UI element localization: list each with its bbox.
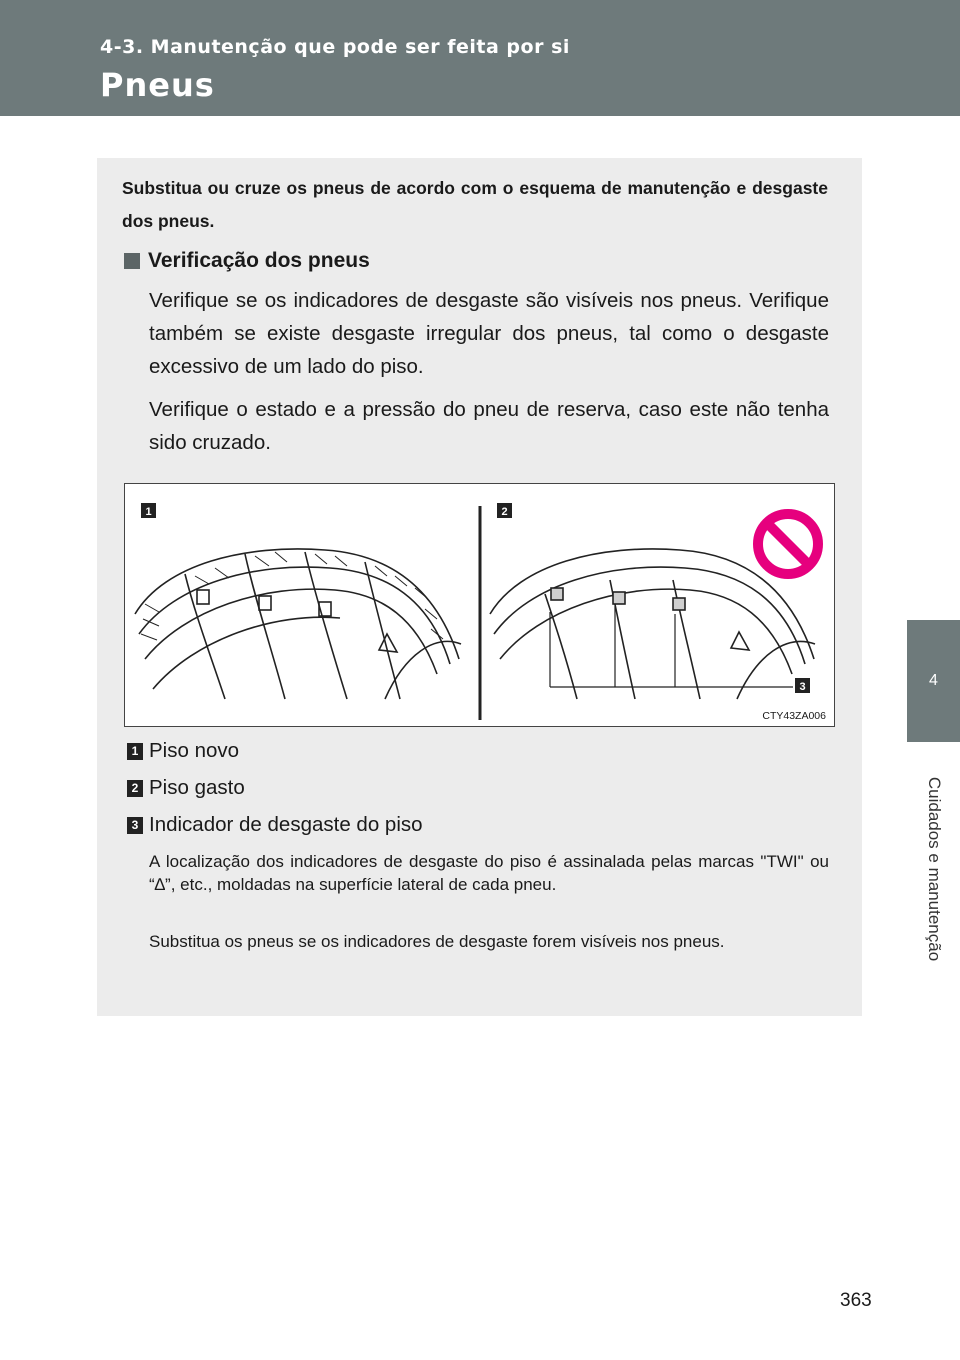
section-title: 4-3. Manutenção que pode ser feita por si	[100, 36, 570, 58]
intro-text: Substitua ou cruze os pneus de acordo com o esquema de manutenção e desgaste dos pneus.	[122, 178, 828, 231]
paragraph-2: Verifique o estado e a pressão do pneu de reserva, caso este não tenha sido cruzado.	[149, 398, 829, 454]
legend-label-2: Piso gasto	[149, 776, 245, 799]
chapter-tab[interactable]	[907, 620, 960, 742]
chapter-number: 4	[929, 672, 938, 689]
chapter-label: Cuidados e manutenção	[925, 776, 945, 962]
prohibition-icon-slash	[767, 523, 809, 565]
subsection-heading-text: Verificação dos pneus	[148, 249, 370, 272]
new-tire-tread	[141, 552, 443, 640]
legend-number-3: 3	[127, 817, 143, 834]
paragraph-1: Verifique se os indicadores de desgaste são visíveis nos pneus. Verifique também se existe desgaste irregular dos pneus, tal como o desgaste excessivo de um lado do piso.	[149, 289, 829, 378]
worn-tire-drawing	[490, 549, 815, 699]
tire-wear-figure	[124, 483, 835, 727]
legend-item-2	[127, 776, 245, 800]
chapter-label-wrap	[914, 756, 954, 982]
figure-marker-3: 3	[799, 681, 806, 693]
page-title: Pneus	[100, 66, 215, 104]
legend-label-3: Indicador de desgaste do piso	[149, 813, 423, 836]
new-tire-drawing	[135, 549, 461, 699]
legend-item-1	[127, 739, 239, 763]
note-wear-indicator-location: A localização dos indicadores de desgaste do piso é assinalada pelas marcas "TWI" ou “∆”, etc., moldadas na superfície lateral de cada pneu.	[149, 852, 829, 894]
tire-illustration	[125, 484, 834, 726]
figure-marker-1: 1	[145, 506, 152, 518]
legend-number-1: 1	[127, 743, 143, 760]
subsection-heading	[124, 249, 370, 273]
legend-number-2: 2	[127, 780, 143, 797]
legend-label-1: Piso novo	[149, 739, 240, 762]
square-bullet-icon	[124, 253, 140, 269]
page-number: 363	[840, 1290, 872, 1311]
note-replace-tires: Substitua os pneus se os indicadores de desgaste forem visíveis nos pneus.	[149, 932, 725, 951]
figure-code: CTY43ZA006	[762, 710, 826, 722]
legend-item-3	[127, 813, 423, 837]
page-header	[0, 0, 960, 116]
figure-marker-2: 2	[501, 506, 508, 518]
